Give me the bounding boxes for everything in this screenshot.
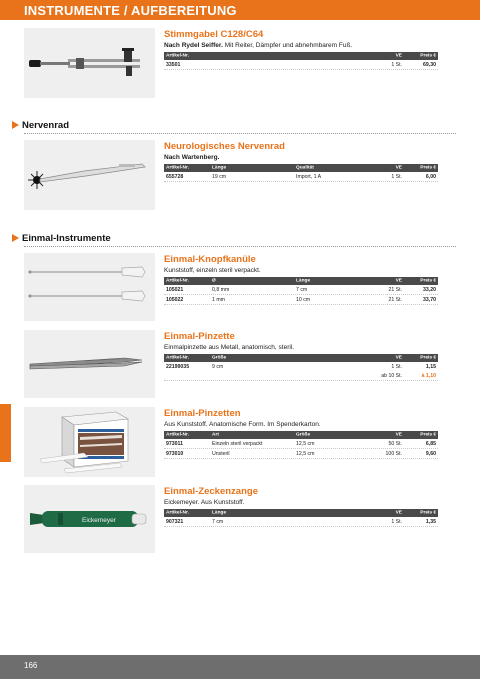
arrow-icon bbox=[12, 234, 19, 242]
product-description: Aus Kunststoff. Anatomische Form. Im Spenderkarton. bbox=[164, 421, 321, 428]
product-title: Einmal-Zeckenzange bbox=[164, 486, 258, 497]
product-nervenrad bbox=[164, 141, 438, 182]
section-heading-einmal-instrumente: Einmal-Instrumente bbox=[12, 233, 111, 244]
product-stimmgabel bbox=[164, 29, 438, 70]
table-row: 33501 1 St. 69,30 bbox=[164, 60, 438, 70]
product-description: Nach Wartenberg. bbox=[164, 154, 220, 161]
table-row: 907321 7 cm 1 St. 1,35 bbox=[164, 517, 438, 527]
product-title: Stimmgabel C128/C64 bbox=[164, 29, 264, 40]
price-table bbox=[164, 431, 438, 459]
product-description: Kunststoff, einzeln steril verpackt. bbox=[164, 267, 261, 274]
product-title: Einmal-Knopfkanüle bbox=[164, 254, 256, 265]
section-heading-nervenrad: Nervenrad bbox=[12, 120, 69, 131]
table-header: Artikel-Nr. VE Preis € bbox=[166, 53, 436, 59]
price-table bbox=[164, 277, 438, 305]
blunt-cannula-image bbox=[24, 253, 155, 321]
divider bbox=[24, 246, 456, 247]
product-description: Einmalpinzette aus Metall, anatomisch, steril. bbox=[164, 344, 295, 351]
product-pinzette bbox=[164, 331, 438, 381]
table-row: 973011 Einzeln steril verpackt 12,5 cm 50 St. 6,85 bbox=[164, 439, 438, 449]
forceps-dispenser-box-image bbox=[24, 407, 155, 477]
header-bar bbox=[0, 0, 480, 20]
price-table bbox=[164, 52, 438, 70]
tuning-fork-image bbox=[24, 28, 155, 98]
side-tab-marker bbox=[0, 404, 11, 462]
product-title: Einmal-Pinzetten bbox=[164, 408, 241, 419]
table-row: 105022 1 mm 10 cm 21 St. 33,70 bbox=[164, 295, 438, 305]
table-row-volume-price: ab 10 St. à 1,10 bbox=[164, 371, 438, 381]
arrow-icon bbox=[12, 121, 19, 129]
nerve-wheel-image bbox=[24, 140, 155, 210]
table-header: Artikel-Nr. Art Größe VE Preis € bbox=[166, 432, 436, 438]
table-header: Artikel-Nr. Länge VE Preis € bbox=[166, 510, 436, 516]
table-header: Artikel-Nr. Länge Qualität VE Preis € bbox=[166, 165, 436, 171]
page-title: INSTRUMENTE / AUFBEREITUNG bbox=[24, 3, 237, 18]
table-row: 655728 19 cm Import, 1 A 1 St. 6,00 bbox=[164, 172, 438, 182]
table-row: 22199035 9 cm 1 St. 1,15 bbox=[166, 363, 436, 370]
tick-remover-image bbox=[24, 485, 155, 553]
tick-remover-label: Eickemeyer bbox=[82, 517, 116, 524]
product-zeckenzange bbox=[164, 486, 438, 527]
product-title: Neurologisches Nervenrad bbox=[164, 141, 285, 152]
product-knopfkanuele bbox=[164, 254, 438, 305]
table-row: 105021 0,8 mm 7 cm 21 St. 33,20 bbox=[164, 285, 438, 295]
price-table bbox=[164, 509, 438, 527]
price-table bbox=[164, 164, 438, 182]
price-table bbox=[164, 354, 438, 381]
table-header: Artikel-Nr. Ø Länge VE Preis € bbox=[166, 278, 436, 284]
product-pinzetten bbox=[164, 408, 438, 459]
page-number: 166 bbox=[24, 661, 38, 670]
product-title: Einmal-Pinzette bbox=[164, 331, 235, 342]
table-row: 973010 Unsteril 12,5 cm 100 St. 9,60 bbox=[164, 449, 438, 459]
product-description: Nach Rydel Seiffer. Mit Reiter, Dämpfer und abnehmbarem Fuß. bbox=[164, 42, 353, 49]
divider bbox=[24, 133, 456, 134]
footer-bar bbox=[0, 655, 480, 679]
product-description: Eickemeyer. Aus Kunststoff. bbox=[164, 499, 245, 506]
table-header: Artikel-Nr. Größe VE Preis € bbox=[166, 355, 436, 361]
metal-forceps-image bbox=[24, 330, 155, 398]
